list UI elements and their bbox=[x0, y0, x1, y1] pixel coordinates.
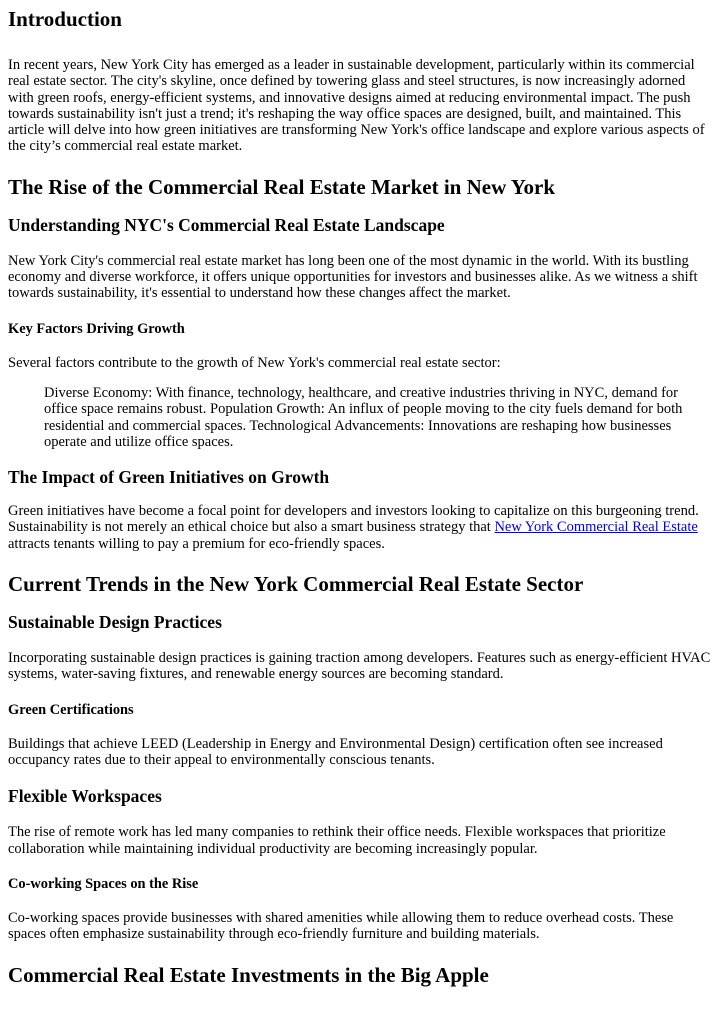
certifications-paragraph bbox=[8, 736, 712, 769]
landscape-line: New York City's commercial real estate market has long been one of the most dynamic in the world. With its bustling bbox=[8, 252, 689, 269]
certifications-line: Buildings that achieve LEED (Leadership in Energy and Environmental Design) certification often see increased bbox=[8, 735, 663, 752]
impact-paragraph bbox=[8, 503, 712, 552]
impact-line: attracts tenants willing to pay a premium for eco-friendly spaces. bbox=[8, 535, 385, 552]
design-line: Incorporating sustainable design practices is gaining traction among developers. Features such as energy-efficient HVAC bbox=[8, 650, 711, 667]
intro-line: In recent years, New York City has emerged as a leader in sustainable development, particularly within its commercial bbox=[8, 57, 695, 73]
flexible-heading: Flexible Workspaces bbox=[8, 786, 162, 807]
flexible-paragraph bbox=[8, 824, 712, 857]
factors-intro: Several factors contribute to the growth of New York's commercial real estate sector: bbox=[8, 354, 501, 371]
coworking-line: Co-working spaces provide businesses with shared amenities while allowing them to reduce overhead costs. These bbox=[8, 909, 674, 926]
landscape-line: economy and diverse workforce, it offers unique opportunities for investors and businesses alike. As we witness a shift bbox=[8, 269, 698, 286]
coworking-paragraph bbox=[8, 910, 712, 943]
impact-line: Green initiatives have become a focal point for developers and investors looking to capitalize on this burgeoning trend. bbox=[8, 503, 699, 520]
intro-heading: Introduction bbox=[8, 7, 122, 31]
impact-line-text: Sustainability is not merely an ethical choice but also a smart business strategy that bbox=[8, 519, 495, 536]
flexible-line: The rise of remote work has led many companies to rethink their office needs. Flexible workspaces that prioritize bbox=[8, 824, 666, 841]
flexible-line: collaboration while maintaining individual productivity are becoming increasingly popular. bbox=[8, 840, 538, 857]
factors-line: residential and commercial spaces. Technological Advancements: Innovations are reshaping how businesses bbox=[44, 417, 672, 434]
intro-line: the city’s commercial real estate market. bbox=[8, 138, 243, 155]
trends-heading: Current Trends in the New York Commercial Real Estate Sector bbox=[8, 572, 584, 597]
landscape-heading: Understanding NYC's Commercial Real Estate Landscape bbox=[8, 214, 445, 235]
certifications-line: occupancy rates due to their appeal to environmentally conscious tenants. bbox=[8, 751, 435, 768]
factors-heading: Key Factors Driving Growth bbox=[8, 320, 185, 337]
factors-line: operate and utilize office spaces. bbox=[44, 433, 234, 450]
intro-line: towards sustainability isn't just a trend; it's reshaping the way office spaces are designed, built, and maintained. This bbox=[8, 105, 682, 122]
factors-list bbox=[44, 385, 712, 450]
certifications-heading: Green Certifications bbox=[8, 701, 134, 718]
rise-heading: The Rise of the Commercial Real Estate Market in New York bbox=[8, 174, 556, 199]
design-line: systems, water-saving fixtures, and renewable energy sources are becoming standard. bbox=[8, 666, 504, 683]
commercial-real-estate-link[interactable]: New York Commercial Real Estate bbox=[494, 519, 698, 536]
landscape-line: towards sustainability, it's essential to understand how these changes affect the market. bbox=[8, 285, 511, 302]
investments-heading: Commercial Real Estate Investments in the Big Apple bbox=[8, 963, 489, 988]
coworking-heading: Co-working Spaces on the Rise bbox=[8, 875, 199, 892]
design-paragraph bbox=[8, 650, 712, 683]
intro-line: real estate sector. The city's skyline, once defined by towering glass and steel structures, is now increasingly adorned bbox=[8, 73, 686, 90]
intro-line: with green roofs, energy-efficient systems, and innovative designs aimed at reducing environmental impact. The push bbox=[8, 89, 691, 106]
coworking-line: spaces often emphasize sustainability through eco-friendly furniture and building materials. bbox=[8, 926, 540, 943]
design-heading: Sustainable Design Practices bbox=[8, 612, 222, 633]
intro-paragraph bbox=[8, 57, 712, 155]
intro-line: article will delve into how green initiatives are transforming New York's office landscape and explore various aspects of bbox=[8, 122, 705, 139]
factors-line: office space remains robust. Population Growth: An influx of people moving to the city fuels demand for both bbox=[44, 401, 683, 418]
factors-line: Diverse Economy: With finance, technology, healthcare, and creative industries thriving in NYC, demand for bbox=[44, 384, 678, 401]
landscape-paragraph bbox=[8, 253, 712, 302]
impact-line bbox=[8, 519, 712, 535]
impact-heading: The Impact of Green Initiatives on Growth bbox=[8, 467, 330, 488]
